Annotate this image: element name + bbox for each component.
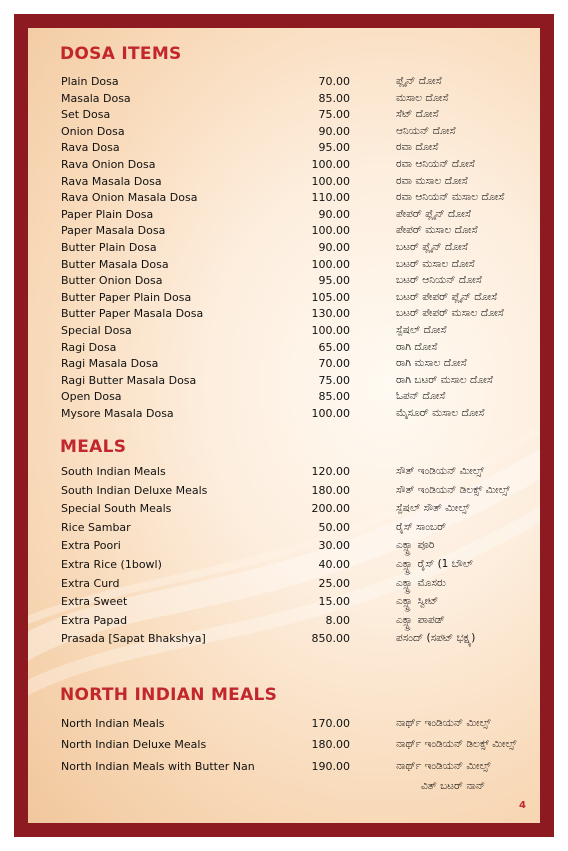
menu-item-name: Plain Dosa [61,75,119,88]
menu-item-row [61,521,540,540]
menu-item-price: 105.00 [311,290,350,304]
menu-item-name: Paper Masala Dosa [61,224,166,238]
menu-item-price: 850.00 [311,632,350,646]
menu-item-price: 75.00 [318,108,350,122]
menu-item-row [61,717,540,738]
menu-item-name: Masala Dosa [61,91,131,105]
menu-item-row [61,539,540,558]
menu-item-name: Ragi Dosa [61,340,117,354]
menu-item-price: 85.00 [318,390,350,404]
menu-item-name: Rice Sambar [61,520,131,534]
menu-item-price: 90.00 [318,124,350,138]
menu-item-row [61,595,540,614]
menu-item-name: Rava Masala Dosa [61,174,162,188]
menu-item-kannada-name: ರಾಗಿ ಮಸಾಲ ದೋಸೆ [396,357,467,370]
menu-item-price: 180.00 [311,738,350,752]
menu-item-kannada-name: ರವಾ ಆನಿಯನ್ ಮಸಾಲ ದೋಸೆ [396,191,505,204]
menu-item-kannada-name: ರಾಗಿ ಬಟರ್ ಮಸಾಲ ದೋಸೆ [396,373,493,386]
north-indian-local-continuation: ವಿತ್ ಬಟರ್ ನಾನ್ [421,780,486,792]
menu-item-price: 70.00 [318,357,350,371]
menu-item-price: 15.00 [318,595,350,609]
menu-item-kannada-name: ಎಕ್ಸ್ಟ್ರಾ ಮೊಸರು [396,576,446,589]
menu-item-name: Butter Paper Plain Dosa [61,290,192,304]
menu-item-kannada-name: ಬಟರ್ ಮಸಾಲ ದೋಸೆ [396,257,475,270]
menu-item-price: 25.00 [318,576,350,590]
menu-item-row [61,125,540,142]
section-title-meals: MEALS [60,437,127,457]
menu-page [28,28,540,823]
menu-item-name: Extra Sweet [61,595,128,609]
menu-item-row [61,307,540,324]
menu-item-row [61,158,540,175]
menu-item-row [61,224,540,241]
menu-item-row [61,577,540,596]
menu-item-price: 30.00 [318,539,350,553]
menu-item-name: Special Dosa [61,323,132,337]
menu-item-price: 90.00 [318,240,350,254]
menu-item-kannada-name: ಸೆಟ್ ದೋಸೆ [396,108,439,121]
menu-item-kannada-name: ಬಟರ್ ಪ್ಲೈನ್ ದೋಸೆ [396,240,468,253]
menu-item-kannada-name: ಎಕ್ಸ್ಟ್ರಾ ಪಾಪಡ್ [396,613,445,626]
menu-item-kannada-name: ಬಟರ್ ಪೇಪರ್ ಪ್ಲೈನ್ ದೋಸೆ [396,290,498,303]
menu-item-row [61,502,540,521]
menu-item-price: 90.00 [318,207,350,221]
menu-item-price: 100.00 [311,323,350,337]
menu-item-price: 100.00 [311,406,350,420]
menu-item-name: Extra Poori [61,539,121,553]
menu-item-name: South Indian Deluxe Meals [61,483,208,497]
menu-item-kannada-name: ಎಕ್ಸ್ಟ್ರಾ ಪೂರಿ [396,539,435,552]
menu-item-kannada-name: ಎಕ್ಸ್ಟ್ರಾ ರೈಸ್ (1 ಬೌಲ್ [396,557,473,570]
menu-item-row [61,341,540,358]
menu-item-name: Extra Papad [61,613,128,627]
menu-item-name: Ragi Masala Dosa [61,357,159,371]
menu-item-row [61,274,540,291]
menu-item-row [61,738,540,759]
menu-item-row [61,241,540,258]
menu-item-kannada-name: ಸೌತ್ ಇಂಡಿಯನ್ ಡಿಲಕ್ಸ್ ಮೀಲ್ಸ್ [396,483,510,496]
menu-item-row [61,191,540,208]
menu-item-price: 8.00 [325,613,350,627]
menu-item-name: Rava Dosa [61,141,120,155]
menu-item-price: 170.00 [311,717,350,730]
menu-item-kannada-name: ಮೈಸೂರ್ ಮಸಾಲ ದೋಸೆ [396,406,485,419]
menu-item-name: North Indian Deluxe Meals [61,738,207,752]
menu-item-row [61,632,540,651]
menu-item-kannada-name: ರೈಸ್ ಸಾಂಬರ್ [396,520,447,533]
menu-item-kannada-name: ಸ್ಪೆಷಲ್ ಸೌತ್ ಮೀಲ್ಸ್ [396,502,470,515]
menu-item-price: 95.00 [318,274,350,288]
menu-item-name: Butter Onion Dosa [61,274,163,288]
menu-item-price: 100.00 [311,257,350,271]
menu-item-price: 190.00 [311,759,350,773]
menu-item-row [61,390,540,407]
menu-item-row [61,324,540,341]
menu-item-row [61,357,540,374]
menu-item-row [61,374,540,391]
menu-item-kannada-name: ರವಾ ಆನಿಯನ್ ದೋಸೆ [396,157,475,170]
menu-item-price: 120.00 [311,465,350,478]
menu-item-price: 100.00 [311,224,350,238]
menu-item-kannada-name: ಪಸಂದ್ (ಸಪಟ್ ಭಕ್ಷ್ಯ) [396,632,476,645]
menu-item-kannada-name: ರವಾ ಮಸಾಲ ದೋಸೆ [396,174,468,187]
menu-item-kannada-name: ರವಾ ದೋಸೆ [396,141,439,154]
menu-item-name: Mysore Masala Dosa [61,406,174,420]
menu-item-name: Butter Paper Masala Dosa [61,307,204,321]
menu-item-row [61,558,540,577]
menu-item-row [61,291,540,308]
menu-item-name: Butter Masala Dosa [61,257,169,271]
menu-item-price: 85.00 [318,91,350,105]
menu-item-kannada-name: ರಾಗಿ ದೋಸೆ [396,340,438,353]
menu-item-kannada-name: ಸೌತ್ ಇಂಡಿಯನ್ ಮೀಲ್ಸ್ [396,465,484,477]
meals-list [61,465,540,651]
menu-item-kannada-name: ಬಟರ್ ಪೇಪರ್ ಮಸಾಲ ದೋಸೆ [396,307,504,320]
menu-item-kannada-name: ಓಪನ್ ದೋಸೆ [396,390,446,403]
section-title-dosa: DOSA ITEMS [60,44,182,64]
menu-item-kannada-name: ಪೇಪರ್ ಮಸಾಲ ದೋಸೆ [396,224,478,237]
menu-item-row [61,108,540,125]
menu-item-kannada-name: ಪ್ಲೈನ್ ದೋಸೆ [396,75,442,87]
menu-item-name: North Indian Meals with Butter Nan [61,759,255,773]
menu-item-kannada-name: ನಾರ್ಥ್ ಇಂಡಿಯನ್ ಡಿಲಕ್ಸ್ ಮೀಲ್ಸ್ [396,738,517,751]
menu-item-kannada-name: ಸ್ಪೆಷಲ್ ದೋಸೆ [396,323,447,336]
menu-item-row [61,141,540,158]
menu-item-price: 70.00 [318,75,350,88]
page-number: 4 [519,800,526,811]
menu-item-row [61,614,540,633]
menu-item-name: Prasada [Sapat Bhakshya] [61,632,206,646]
menu-item-price: 100.00 [311,174,350,188]
menu-item-price: 65.00 [318,340,350,354]
menu-item-row [61,484,540,503]
dosa-list [61,75,540,423]
menu-item-name: South Indian Meals [61,465,166,478]
menu-item-row [61,175,540,192]
menu-item-row [61,407,540,424]
menu-item-price: 95.00 [318,141,350,155]
menu-item-kannada-name: ಎಕ್ಸ್ಟ್ರಾ ಸ್ವೀಟ್ [396,595,439,608]
menu-item-kannada-name: ಪೇಪರ್ ಪ್ಲೈನ್ ದೋಸೆ [396,207,471,220]
menu-item-price: 75.00 [318,373,350,387]
menu-item-row [61,258,540,275]
north-indian-list [61,717,540,781]
menu-item-name: Ragi Butter Masala Dosa [61,373,197,387]
menu-item-price: 50.00 [318,520,350,534]
menu-item-kannada-name: ನಾರ್ಥ್ ಇಂಡಿಯನ್ ಮೀಲ್ಸ್ [396,717,491,729]
menu-item-name: Open Dosa [61,390,122,404]
menu-item-price: 110.00 [311,191,350,205]
menu-item-kannada-name: ಆನಿಯನ್ ದೋಸೆ [396,124,456,137]
menu-item-price: 180.00 [311,483,350,497]
menu-item-name: Rava Onion Masala Dosa [61,191,198,205]
menu-item-name: Paper Plain Dosa [61,207,154,221]
menu-item-name: Rava Onion Dosa [61,157,156,171]
menu-item-price: 40.00 [318,557,350,571]
menu-item-kannada-name: ಮಸಾಲ ದೋಸೆ [396,91,449,104]
menu-item-name: Butter Plain Dosa [61,240,157,254]
section-title-north-indian: NORTH INDIAN MEALS [60,685,278,705]
menu-item-name: Onion Dosa [61,124,125,138]
menu-item-name: Extra Curd [61,576,120,590]
menu-item-row [61,208,540,225]
menu-item-row [61,465,540,484]
menu-item-name: Extra Rice (1bowl) [61,557,162,571]
menu-item-row [61,75,540,92]
menu-item-name: Set Dosa [61,108,111,122]
menu-item-row [61,760,540,781]
menu-item-kannada-name: ಬಟರ್ ಆನಿಯನ್ ದೋಸೆ [396,274,482,287]
menu-item-kannada-name: ನಾರ್ಥ್ ಇಂಡಿಯನ್ ಮೀಲ್ಸ್ [396,759,491,772]
menu-item-row [61,92,540,109]
menu-item-name: Special South Meals [61,502,172,516]
menu-item-name: North Indian Meals [61,717,165,730]
menu-item-price: 200.00 [311,502,350,516]
menu-item-price: 130.00 [311,307,350,321]
menu-item-price: 100.00 [311,157,350,171]
